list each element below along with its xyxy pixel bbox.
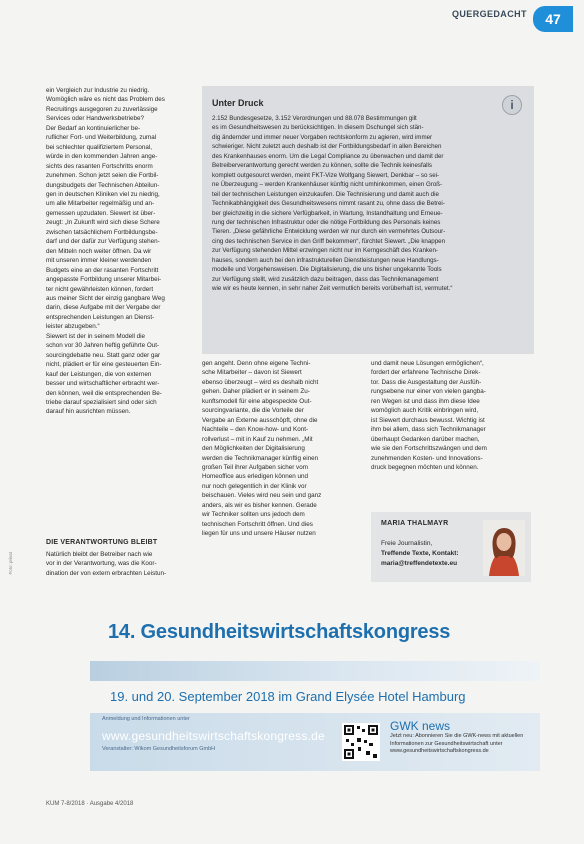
text-line: zwischen tatsächlichem Fortbildungsbe- (46, 228, 158, 236)
ad-small-top: Anmeldung und Informationen unter (102, 716, 190, 722)
text-line: anders, als wir es bisher kennen. Gerade (202, 501, 317, 509)
author-company: Treffende Texte, Kontakt: (381, 550, 459, 557)
box-text-line: zur Verfügung stellt, wird zusätzlich dazu beitragen, dass das Technikmanagement (212, 275, 439, 283)
box-text-line: Betreiberverantwortung gerecht werden zu können, sollte die Technik keinesfalls (212, 162, 433, 170)
text-line: gehen. Daher plädiert er in seinem Zu- (202, 388, 310, 396)
text-line: ein Vergleich zur Industrie zu niedrig. (46, 87, 150, 94)
text-line: zunehmen. Schon jetzt seien die Fortbil- (46, 172, 159, 180)
box-text-line: ber gleichzeitig in die sichere Verfügbarkeit, in Wartung, Instandhaltung und Erneue- (212, 209, 443, 217)
text-line: würde in den kommenden Jahren ange- (46, 153, 158, 161)
text-line: bei schlechter qualifiziertem Personal, (46, 143, 153, 151)
box-text-line: Technikabhängigkeit des Gesundheitswesens nimmt rasant zu, ohne dass die Betrei- (212, 200, 445, 208)
text-line: werden die Technikmanager künftig einen (202, 454, 319, 462)
text-line: ist Siewert durchaus bewusst. Wichtig ist (371, 416, 485, 424)
left-column-end (46, 550, 196, 578)
text-line: Der Bedarf an kontinuierlicher be- (46, 124, 141, 132)
text-line: rollverlust – mit in Kauf zu nehmen. „Mit (202, 435, 313, 443)
page-footer: KUM 7-8/2018 · Ausgabe 4/2018 (46, 801, 134, 807)
text-line: wir Techniker sollten uns jedoch dem (202, 511, 305, 519)
text-line: beischauen. Vieles wird neu sein und ganz (202, 492, 322, 500)
left-subheading: DIE VERANTWORTUNG BLEIBT (46, 539, 158, 546)
ad-decorative-band (90, 661, 540, 681)
box-text-line: dig ändernder und immer neuer Vorgaben rechtskonform zu agieren, wird immer (212, 133, 433, 141)
text-line: und damit neue Lösungen ermöglichen“, (371, 360, 484, 367)
box-text-line: rung der technischen Infrastruktur oder die nötige Fortbildung des Personals keines (212, 218, 441, 226)
text-line: ruflicher Fort- und Weiterbildung, zumal (46, 134, 157, 142)
author-details (381, 539, 459, 569)
text-line: überhaupt Gedanken darüber machen, (371, 435, 480, 443)
info-box-text (212, 114, 512, 294)
left-column (46, 86, 196, 417)
text-line: kunftsmodell für eine abgespeckte Out- (202, 397, 312, 405)
text-line: nur noch gelegentlich in der Klinik vor (202, 482, 307, 490)
text-line: sourcingvariante, die die Vorteile der (202, 407, 304, 415)
text-line: besser und wirtschaftlicher erbracht wer- (46, 380, 160, 388)
text-line: Womöglich wäre es nicht das Problem des (46, 96, 165, 104)
text-line: sichts des rasanten Fortschritts enorm (46, 162, 153, 170)
text-line: mit unseren immer kleiner werdenden (46, 257, 152, 265)
text-line: schon vor 30 Jahren heftig geführte Out- (46, 342, 160, 350)
ad-date: 19. und 20. September 2018 im Grand Elysée Hotel Hamburg (110, 689, 466, 704)
qr-code-icon (342, 723, 380, 761)
gwk-news-text: Jetzt neu: Abonnieren Sie die GWK-news mit aktuellen Informationen zur Gesundheitswirtschaft unter www.gesundheitswirtschaftskongress.de (390, 733, 524, 754)
text-line: leister abzugeben.“ (46, 323, 100, 331)
text-line: Budgets eine an der rasanten Fortschritt (46, 266, 159, 274)
middle-column (202, 359, 362, 539)
text-line: ebenso überzeugt – wird es deshalb nicht (202, 378, 319, 386)
text-line: wie sie den Fortschrittszwängen und dem (371, 445, 487, 453)
author-box (371, 512, 531, 582)
text-line: womöglich auch Kritik einbringen wird, (371, 407, 479, 415)
ad-small-bottom: Veranstalter: Wikom Gesundheitsforum GmbH (102, 746, 216, 752)
text-line: darauf hin ausrichten müssen. (46, 408, 131, 416)
text-line: druck begegnen möchten und können. (371, 463, 479, 471)
box-text-line: 2.152 Bundesgesetze, 3.152 Verordnungen und 88.078 Bestimmungen gilt (212, 115, 417, 122)
text-line: ter nicht gewährleisten können, fordert (46, 285, 154, 293)
right-column (371, 359, 531, 472)
text-line: den können, weil die entsprechenden Be- (46, 389, 162, 397)
text-line: Vergabe an Externe ausschöpft, ohne die (202, 416, 318, 424)
text-line: sche Mitarbeiter – davon ist Siewert (202, 369, 302, 377)
text-line: sourcingdebatte neu. Statt ganz oder gar (46, 351, 161, 359)
text-line: gemessen upzudaten. Siewert ist über- (46, 209, 156, 217)
text-line: kauf der Leistungen, die von externen (46, 370, 152, 378)
text-line: Natürlich bleibt der Betreiber nach wie (46, 551, 153, 558)
text-line: großen Teil ihrer Aufgaben sicher vom (202, 463, 308, 471)
page-number-badge: 47 (533, 6, 573, 32)
box-text-line: komplett outgesourct werden, meint FKT-Vize Wolfgang Siewert, Denkbar – so sei- (212, 171, 440, 179)
text-line: technischen Fortschritt öffnen. Und dies (202, 520, 313, 528)
text-line: dungsbudgets der Technischen Abteilun- (46, 181, 160, 189)
text-line: ihm bei allem, dass sich Technikmanager (371, 426, 486, 434)
text-line: liegen für uns und unsere Häuser nutzen (202, 530, 316, 538)
text-line: rungsebene nur einer von vielen gangba- (371, 388, 486, 396)
text-line: dination der von extern erbrachten Leistun- (46, 569, 167, 577)
text-line: triebe darauf spezialisiert sind oder sich (46, 398, 157, 406)
author-role: Freie Journalistin, (381, 540, 433, 547)
box-text-line: schwieriger. Nicht zuletzt auch deshalb ist der Fortbildungsbedarf in allen Bereichen (212, 143, 442, 151)
text-line: Recruitings ausgegoren zu zuverlässige (46, 105, 158, 113)
text-line: um alle Mitarbeiter regelmäßig und an- (46, 200, 155, 208)
info-box-title: Unter Druck (212, 98, 264, 108)
text-line: Services oder Handwerksbetriebe? (46, 115, 145, 123)
text-line: nicht, plädiert er für eine gesteuerten Ein- (46, 361, 162, 369)
text-line: tor. Dass die Ausgestaltung der Ausfüh- (371, 378, 482, 386)
box-text-line: des Krankenhauses enorm. Um die Legal Compliance zu überwachen und damit der (212, 152, 444, 160)
box-text-line: cing des technischen Service in den Griff bekommen“, fürchtet Siewert. „Die knappen (212, 237, 446, 245)
box-text-line: wie wir es heute kennen, in sehr naher Zeit vermutlich bereits vorüberhaft ist, vermutet.“ (212, 285, 453, 293)
text-line: gen in deutschen Kliniken viel zu niedrig, (46, 190, 160, 198)
box-text-line: teil der technischen Leistungen einzukaufen. Die Technisierung und damit auch die (212, 190, 439, 198)
section-header: QUERGEDACHT (452, 9, 527, 19)
text-line: Siewert ist der in seinem Modell die (46, 332, 146, 340)
ad-url-link[interactable]: www.gesundheitswirtschaftskongress.de (102, 729, 325, 743)
text-line: ren Wegen ist und dass ihm diese Idee (371, 397, 480, 405)
text-line: darin, diese Aufgabe mit der Vergabe der (46, 304, 161, 312)
photo-credit: Foto: privat (8, 552, 13, 575)
text-line: angepasste Fortbildung unserer Mitarbei- (46, 276, 162, 284)
text-line: darf und der dafür zur Verfügung stehen- (46, 238, 160, 246)
text-line: zeugt: „In Zukunft wird sich diese Schere (46, 219, 160, 227)
author-photo (483, 520, 525, 576)
text-line: fordert der erfahrene Technische Direk- (371, 369, 481, 377)
box-text-line: Tieren. „Diese gefährliche Entwicklung werden wir nur durch ein vermehrtes Outsour- (212, 228, 446, 236)
box-text-line: ne Überzeugung – werden Krankenhäuser künftig nicht umhinkommen, einen Groß- (212, 181, 443, 189)
box-text-line: zur Verfügung stehenden Mittel erzwingen nicht nur im Kerngeschäft des Kranken- (212, 247, 438, 255)
text-line: Homeoffice aus erledigen können und (202, 473, 308, 481)
text-line: entsprechenden Leistungen an Dienst- (46, 313, 155, 321)
author-name: MARIA THALMAYR (381, 520, 449, 527)
congress-advertisement (90, 615, 540, 785)
text-line: Nachteile – den Know-how- und Kont- (202, 426, 309, 434)
gwk-news-logo: GWK news (390, 719, 451, 733)
info-icon: i (502, 95, 522, 115)
info-box (202, 86, 534, 354)
box-text-line: modelle und Vorgehensweisen. Die Digitalisierung, die uns bisher ungekannte Tools (212, 266, 442, 274)
text-line: den Möglichkeiten der Digitalisierung (202, 445, 305, 453)
box-text-line: es im Gesundheitswesen zu berücksichtigen. In diesem Dschungel sich stän- (212, 124, 424, 132)
text-line: vor in der Verantwortung, was die Koor- (46, 560, 157, 568)
author-email: maria@treffendetexte.eu (381, 560, 458, 567)
text-line: den Mitteln noch weiter öffnen. Da wir (46, 247, 152, 255)
text-line: zunehmenden Kosten- und Innovations- (371, 454, 483, 462)
text-line: aus meiner Sicht der einzig gangbare Weg (46, 294, 165, 302)
text-line: gen angeht. Denn ohne eigene Techni- (202, 360, 311, 367)
box-text-line: hauses, sondern auch bei den infrastrukturellen Dienstleistungen neue Handlungs- (212, 256, 439, 264)
ad-title: 14. Gesundheitswirtschaftskongress (108, 621, 451, 643)
